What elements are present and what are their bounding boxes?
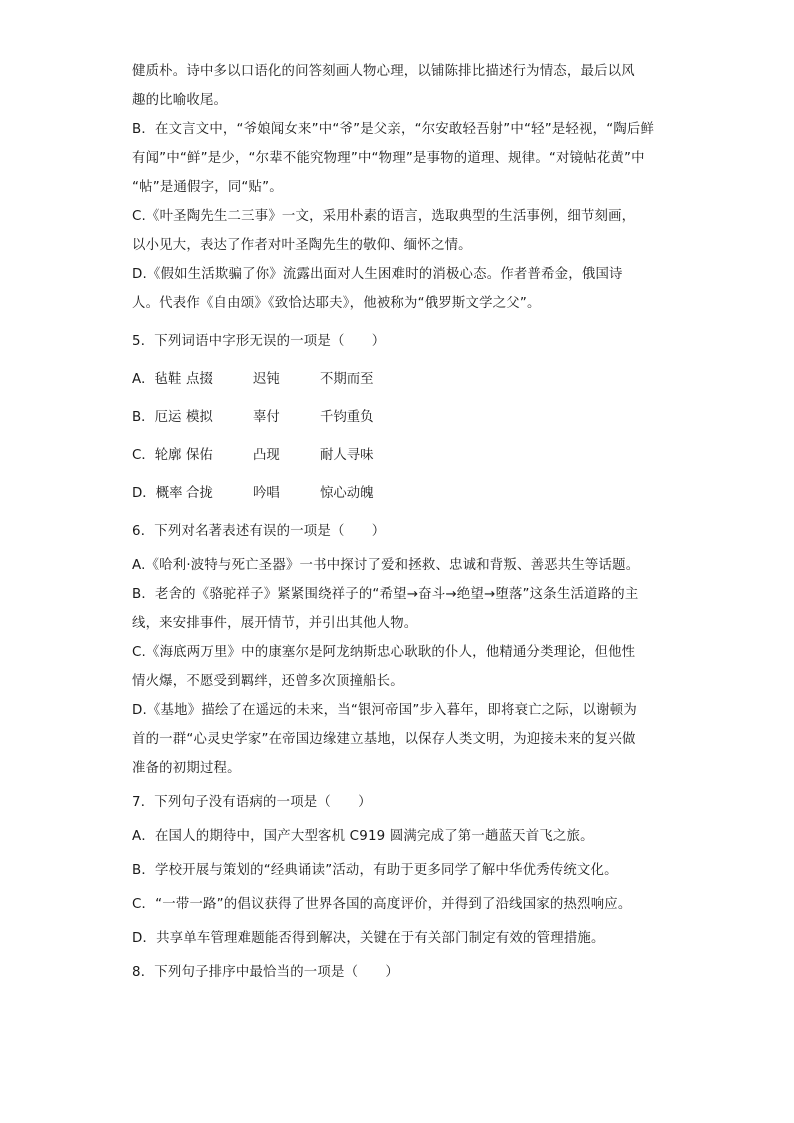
q4-option-b <box>132 120 664 198</box>
question-6 <box>132 522 664 779</box>
q4-option-c <box>132 207 664 256</box>
q7-option-b: B．学校开展与策划的“经典诵读”活动，有助于更多同学了解中华优秀传统文化。 <box>132 863 618 878</box>
option-word: 迟钝 <box>253 372 280 387</box>
q5-option-a <box>132 370 664 390</box>
option-word: 模拟 <box>186 410 213 425</box>
text-line: 人。代表作《自由颂》《致恰达耶夫》，他被称为“俄罗斯文学之父”。 <box>132 296 541 311</box>
q6-option-c: C.《海底两万里》中的康塞尔是阿龙纳斯忠心耿耿的仆人，他精通分类理论，但他性 <box>132 645 636 660</box>
option-word: 吟唱 <box>253 486 280 501</box>
q5-option-b <box>132 408 664 428</box>
option-word: 不期而至 <box>320 372 374 387</box>
option-word: 合拢 <box>186 486 213 501</box>
q4-option-a-tail <box>132 62 664 111</box>
question-stem: 7．下列句子没有语病的一项是（ ） <box>132 795 372 810</box>
option-word: 惊心动魄 <box>320 486 374 501</box>
text-line: D.《假如生活欺骗了你》流露出面对人生困难时的消极心态。作者普希金，俄国诗 <box>132 267 623 282</box>
q5-option-c <box>132 446 664 466</box>
text-line: 健质朴。诗中多以口语化的问答刻画人物心理，以铺陈排比描述行为情态，最后以风 <box>132 64 635 79</box>
text-line: C.《叶圣陶先生二三事》一文，采用朴素的语言，选取典型的生活事例，细节刻画， <box>132 209 636 224</box>
question-7 <box>132 793 664 949</box>
question-stem: 8．下列句子排序中最恰当的一项是（ ） <box>132 965 399 980</box>
option-label: B．厄运 <box>132 410 182 425</box>
page-content <box>132 62 664 983</box>
text-line: 趣的比喻收尾。 <box>132 93 228 108</box>
option-word: 耐人寻味 <box>320 448 374 463</box>
question-stem: 5．下列词语中字形无误的一项是（ ） <box>132 334 386 349</box>
option-word: 辜付 <box>253 410 280 425</box>
option-label: D．概率 <box>132 486 183 501</box>
option-word: 凸现 <box>253 448 280 463</box>
text-line: 准备的初期过程。 <box>132 761 241 776</box>
question-5 <box>132 332 664 504</box>
q5-option-d <box>132 484 664 504</box>
text-line: 线，来安排事件，展开情节，并引出其他人物。 <box>132 616 418 631</box>
q6-option-d: D.《基地》描绘了在遥远的未来，当“银河帝国”步入暮年，即将衰亡之际，以谢顿为 <box>132 703 637 718</box>
text-line: 情火爆，不愿受到羁绊，还曾多次顶撞船长。 <box>132 674 404 689</box>
q7-option-d: D．共享单车管理难题能否得到解决，关键在于有关部门制定有效的管理措施。 <box>132 931 605 946</box>
text-line: 有闻”中“鲜”是少，“尔辈不能究物理”中“物理”是事物的道理、规律。“对镜帖花黄”中 <box>132 151 645 166</box>
option-word: 保佑 <box>186 448 213 463</box>
option-word: 千钧重负 <box>320 410 374 425</box>
text-line: 首的一群“心灵史学家”在帝国边缘建立基地，以保存人类文明，为迎接未来的复兴做 <box>132 732 636 747</box>
q7-option-c: C．“一带一路”的倡议获得了世界各国的高度评价，并得到了沿线国家的热烈响应。 <box>132 897 632 912</box>
text-line: 以小见大，表达了作者对叶圣陶先生的敬仰、缅怀之情。 <box>132 238 472 253</box>
q4-option-d <box>132 265 664 314</box>
option-label: A．毡鞋 <box>132 372 182 387</box>
question-8 <box>132 963 664 983</box>
option-label: C．轮廓 <box>132 448 182 463</box>
q6-option-b: B．老舍的《骆驼祥子》紧紧围绕祥子的“希望→奋斗→绝望→堕落”这条生活道路的主 <box>132 587 639 602</box>
option-word: 点掇 <box>186 372 213 387</box>
q7-option-a: A．在国人的期待中，国产大型客机 C919 圆满完成了第一趟蓝天首飞之旅。 <box>132 829 594 844</box>
text-line: “帖”是通假字，同“贴”。 <box>132 180 283 195</box>
question-stem: 6．下列对名著表述有误的一项是（ ） <box>132 524 386 539</box>
text-line: B．在文言文中，“爷娘闻女来”中“爷”是父亲，“尔安敢轻吾射”中“轻”是轻视，“陶后鲜 <box>132 122 655 137</box>
q6-option-a: A.《哈利·波特与死亡圣器》一书中探讨了爱和拯救、忠诚和背叛、善恶共生等话题。 <box>132 558 640 573</box>
